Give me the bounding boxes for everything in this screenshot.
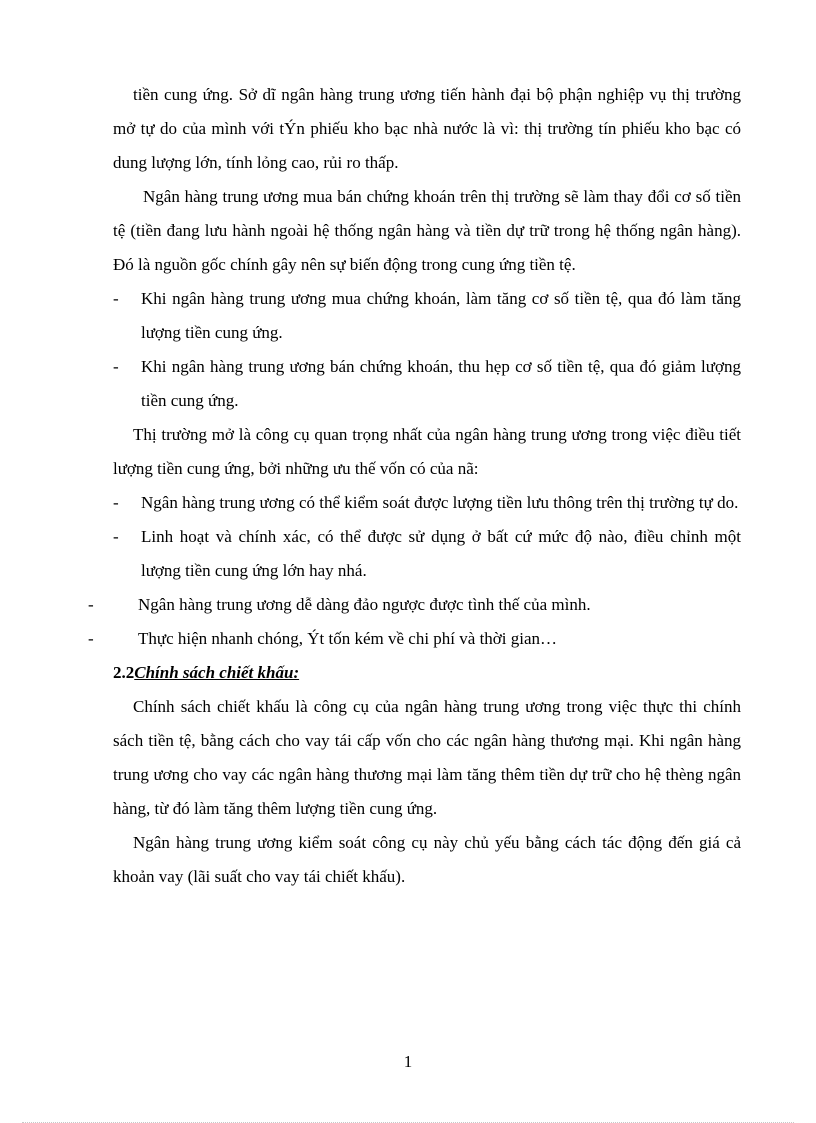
list-item: [113, 486, 741, 520]
bullet-dash: -: [88, 629, 94, 648]
paragraph-2: Ngân hàng trung ương mua bán chứng khoán trên thị trường sẽ làm thay đổi cơ số tiền tệ (tiền đang lưu hành ngoài hệ thống ngân hàng và tiền dự trữ trong hệ thống ngân hàng). Đó là nguồn gốc chính gây nên sự biến động trong cung ứng tiền tệ.: [113, 187, 741, 274]
paragraph-3: Thị trường mở là công cụ quan trọng nhất của ngân hàng trung ương trong việc điều tiết lượng tiền cung ứng, bởi những ưu thế vốn có của nã:: [113, 425, 741, 478]
section-heading: [113, 656, 741, 690]
list-item-text: Khi ngân hàng trung ương bán chứng khoán, thu hẹp cơ số tiền tệ, qua đó giảm lượng tiền cung ứng.: [141, 357, 741, 410]
list-item-text: Thực hiện nhanh chóng, Ýt tốn kém về chi phí và thời gian…: [138, 629, 558, 648]
list-item: [113, 520, 741, 588]
bullet-dash: -: [113, 527, 119, 546]
section-title: Chính sách chiết khấu:: [134, 663, 300, 682]
page-number: 1: [403, 1052, 413, 1071]
list-item: [113, 350, 741, 418]
list-item-text: Khi ngân hàng trung ương mua chứng khoán, làm tăng cơ số tiền tệ, qua đó làm tăng lượng tiền cung ứng.: [141, 289, 741, 342]
bullet-dash: -: [113, 493, 119, 512]
paragraph-1: tiền cung ứng. Sở dĩ ngân hàng trung ương tiến hành đại bộ phận nghiệp vụ thị trường mở tự do của mình với tÝn phiếu kho bạc nhà nước là vì: thị trường tín phiếu kho bạc có dung lượng lớn, tính lỏng cao, rủi ro thấp.: [113, 85, 741, 172]
list-item-text: Ngân hàng trung ương có thể kiểm soát được lượng tiền lưu thông trên thị trường tự do.: [141, 493, 739, 512]
bullet-dash: -: [113, 357, 119, 376]
list-item-text: Linh hoạt và chính xác, có thể được sử dụng ở bất cứ mức độ nào, điều chỉnh một lượng tiền cung ứng lớn hay nhá.: [141, 527, 741, 580]
bullet-dash: -: [113, 289, 119, 308]
bullet-dash: -: [88, 595, 94, 614]
list-item: [88, 588, 741, 622]
document-body: [88, 78, 741, 894]
paragraph-5: Ngân hàng trung ương kiểm soát công cụ này chủ yếu bằng cách tác động đến giá cả khoản vay (lãi suất cho vay tái chiết khấu).: [113, 833, 741, 886]
paragraph-4: Chính sách chiết khấu là công cụ của ngân hàng trung ương trong việc thực thi chính sách tiền tệ, bằng cách cho vay tái cấp vốn cho các ngân hàng thương mại. Khi ngân hàng trung ương cho vay các ngân hàng thương mại làm tăng thêm tiền dự trữ cho hệ thèng ngân hàng, từ đó làm tăng thêm lượng tiền cung ứng.: [113, 697, 741, 818]
list-item: [88, 622, 741, 656]
section-number: 2.2: [113, 663, 135, 682]
list-item: [113, 282, 741, 350]
list-item-text: Ngân hàng trung ương dễ dàng đảo ngược được tình thế của mình.: [138, 595, 591, 614]
